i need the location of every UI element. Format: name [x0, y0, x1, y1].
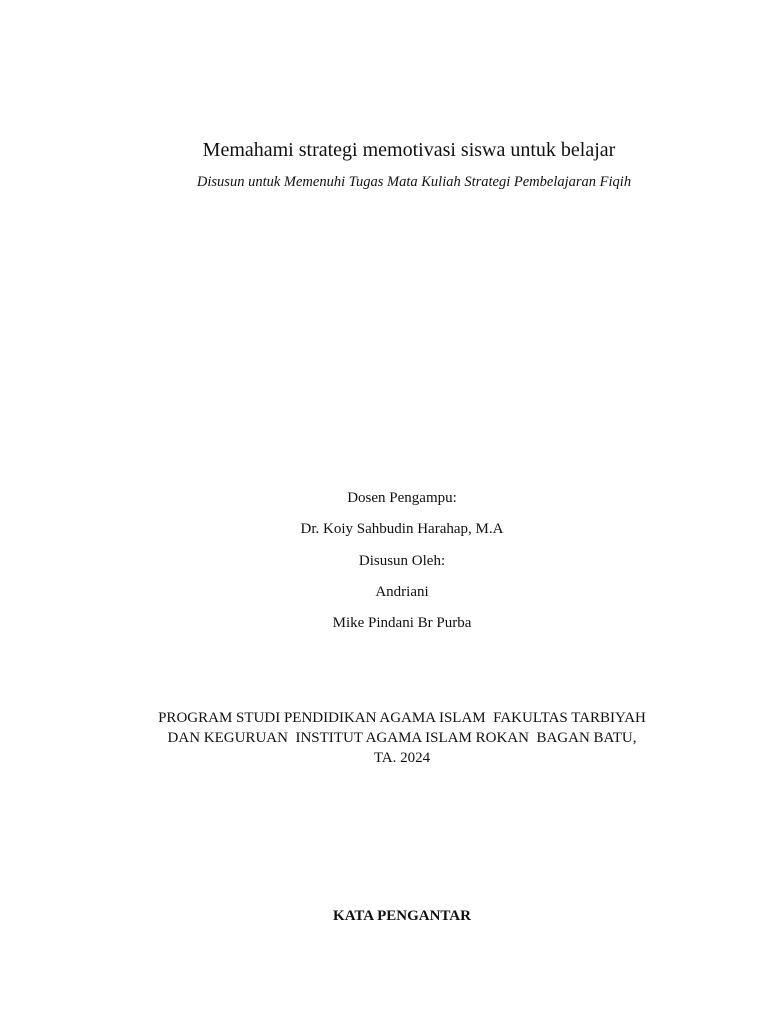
document-title: Memahami strategi memotivasi siswa untuk belajar: [202, 139, 616, 161]
credits-block: [0, 488, 768, 644]
institution-block: [0, 708, 768, 768]
institution-line: TA. 2024: [373, 750, 431, 766]
lecturer-name: Dr. Koiy Sahbudin Harahap, M.A: [300, 521, 504, 538]
author-name: Andriani: [375, 583, 429, 600]
section-heading: KATA PENGANTAR: [333, 908, 471, 924]
lecturer-label: Dosen Pengampu:: [347, 490, 457, 506]
institution-line: PROGRAM STUDI PENDIDIKAN AGAMA ISLAM FAKULTAS TARBIYAH: [158, 710, 646, 726]
authors-label: Disusun Oleh:: [358, 552, 446, 569]
institution-line: DAN KEGURUAN INSTITUT AGAMA ISLAM ROKAN BAGAN BATU,: [167, 730, 637, 746]
document-subtitle: Disusun untuk Memenuhi Tugas Mata Kuliah Strategi Pembelajaran Fiqih: [196, 174, 632, 190]
author-name: Mike Pindani Br Purba: [332, 615, 472, 632]
